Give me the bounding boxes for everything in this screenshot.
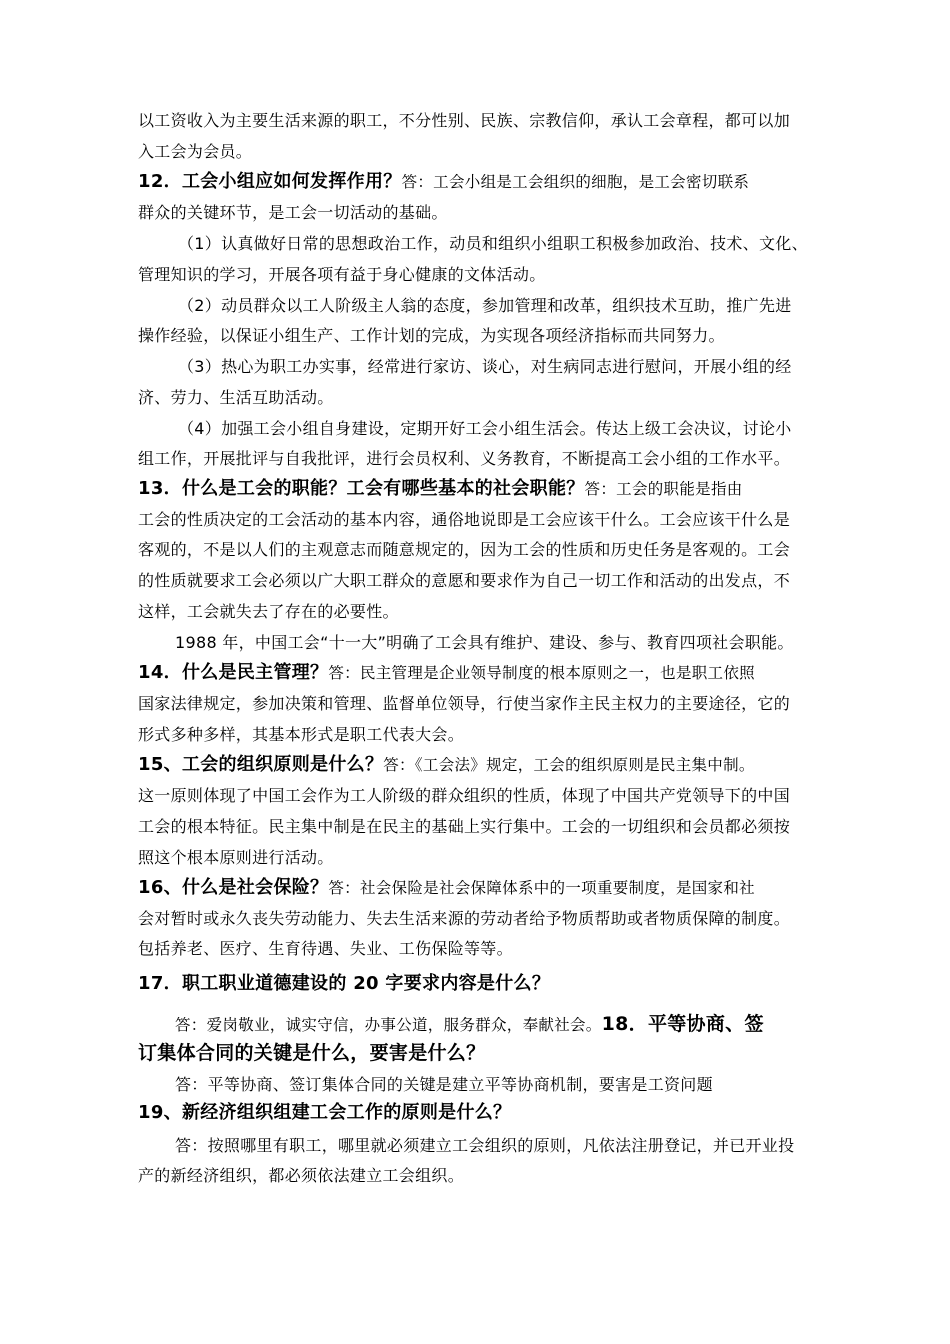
- paragraph-line: 包括养老、医疗、生育待遇、失业、工伤保险等等。: [138, 939, 513, 958]
- question-18-heading-end: 订集体合同的关键是什么，要害是什么？: [138, 1042, 486, 1064]
- question-13-answer-start: 答：工会的职能是指由: [584, 480, 743, 498]
- paragraph-line: 会对暂时或永久丧失劳动能力、失去生活来源的劳动者给予物质帮助或者物质保障的制度。: [138, 909, 791, 928]
- list-item-3: （3）热心为职工办实事，经常进行家访、谈心，对生病同志进行慰问，开展小组的经: [178, 357, 792, 376]
- paragraph-line: 群众的关键环节，是工会一切活动的基础。: [138, 203, 448, 222]
- question-19-heading: 19、新经济组织组建工会工作的原则是什么？: [138, 1102, 512, 1123]
- paragraph-line: 这样，工会就失去了存在的必要性。: [138, 602, 399, 621]
- question-14-line: [138, 662, 755, 684]
- question-12-answer-start: 答：工会小组是工会组织的细胞，是工会密切联系: [401, 173, 750, 191]
- paragraph-line: 操作经验，以保证小组生产、工作计划的完成，为实现各项经济指标而共同努力。: [138, 326, 725, 345]
- paragraph-line: 照这个根本原则进行活动。: [138, 848, 334, 867]
- question-15-answer-start: 答：《工会法》规定，工会的组织原则是民主集中制。: [383, 756, 755, 774]
- paragraph-line: 1988 年，中国工会“十一大”明确了工会具有维护、建设、参与、教育四项社会职能。: [175, 633, 794, 652]
- paragraph-line: 产的新经济组织，都必须依法建立工会组织。: [138, 1166, 465, 1185]
- question-12-line: [138, 171, 749, 193]
- question-13-line: [138, 478, 743, 500]
- paragraph-line: 工会的根本特征。民主集中制是在民主的基础上实行集中。工会的一切组织和会员都必须按: [138, 817, 791, 836]
- question-15-heading: 15、工会的组织原则是什么？: [138, 754, 384, 775]
- question-13-heading: 13．什么是工会的职能？工会有哪些基本的社会职能？: [138, 478, 585, 499]
- list-item-2: （2）动员群众以工人阶级主人翁的态度，参加管理和改革，组织技术互助，推广先进: [178, 296, 792, 315]
- question-19-answer: 答：按照哪里有职工，哪里就必须建立工会组织的原则，凡依法注册登记，并已开业投: [175, 1136, 795, 1155]
- question-19-line: [138, 1102, 511, 1124]
- question-16-line: [138, 877, 755, 899]
- question-16-heading: 16、什么是社会保险？: [138, 877, 329, 898]
- paragraph-line: 组工作，开展批评与自我批评，进行会员权利、义务教育，不断提高工会小组的工作水平。: [138, 449, 791, 468]
- paragraph-line: 的性质就要求工会必须以广大职工群众的意愿和要求作为自己一切工作和活动的出发点，不: [138, 571, 791, 590]
- question-17-answer-line: [175, 1013, 764, 1036]
- paragraph-line: 客观的，不是以人们的主观意志而随意规定的，因为工会的性质和历史任务是客观的。工会: [138, 540, 791, 559]
- paragraph-line: 这一原则体现了中国工会作为工人阶级的群众组织的性质，体现了中国共产党领导下的中国: [138, 786, 791, 805]
- paragraph-line: 入工会为会员。: [138, 142, 253, 161]
- paragraph-line: 管理知识的学习，开展各项有益于身心健康的文体活动。: [138, 265, 546, 284]
- question-18-heading-start: 18．平等协商、签: [601, 1013, 764, 1035]
- question-15-line: [138, 754, 755, 776]
- paragraph-line: 以工资收入为主要生活来源的职工，不分性别、民族、宗教信仰，承认工会章程，都可以加: [138, 111, 791, 130]
- question-12-heading: 12．工会小组应如何发挥作用？: [138, 171, 402, 192]
- question-18-answer: 答：平等协商、签订集体合同的关键是建立平等协商机制，要害是工资问题: [175, 1075, 713, 1094]
- paragraph-line: 国家法律规定，参加决策和管理、监督单位领导，行使当家作主民主权力的主要途径，它的: [138, 694, 791, 713]
- paragraph-line: 工会的性质决定的工会活动的基本内容，通俗地说即是工会应该干什么。工会应该干什么是: [138, 510, 791, 529]
- question-14-heading: 14．什么是民主管理？: [138, 662, 329, 683]
- list-item-4: （4）加强工会小组自身建设，定期开好工会小组生活会。传达上级工会决议，讨论小: [178, 419, 792, 438]
- paragraph-line: 形式多种多样，其基本形式是职工代表大会。: [138, 725, 465, 744]
- question-14-answer-start: 答：民主管理是企业领导制度的根本原则之一，也是职工依照: [328, 664, 755, 682]
- question-16-answer-start: 答：社会保险是社会保障体系中的一项重要制度，是国家和社: [328, 879, 755, 897]
- question-17-answer: 答：爱岗敬业，诚实守信，办事公道，服务群众，奉献社会。: [175, 1016, 602, 1034]
- paragraph-line: 济、劳力、生活互助活动。: [138, 388, 334, 407]
- question-17-line: [138, 973, 550, 995]
- list-item-1: （1）认真做好日常的思想政治工作，动员和组织小组职工积极参加政治、技术、文化、: [178, 234, 808, 253]
- question-17-heading: 17．职工职业道德建设的 20 字要求内容是什么？: [138, 973, 551, 994]
